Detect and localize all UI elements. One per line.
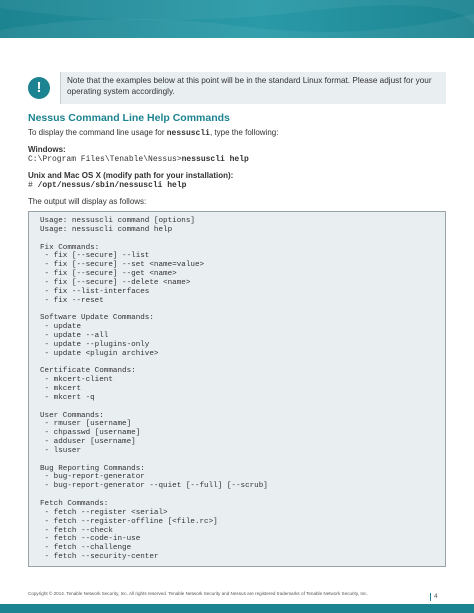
unix-prompt: # (28, 181, 38, 190)
console-line: Certificate Commands: (40, 367, 136, 376)
console-line: - update <plugin archive> (44, 349, 159, 358)
console-line: - mkcert -q (44, 393, 95, 402)
console-text (29, 212, 445, 562)
console-line: - fetch --register <serial> (44, 508, 168, 517)
console-line: - chpasswd [username] (44, 429, 141, 438)
intro-command: nessuscli (166, 129, 210, 138)
console-line: - bug-report-generator --quiet [--full] [--scrub] (44, 482, 268, 491)
console-line: - bug-report-generator (44, 473, 145, 482)
console-line: - fetch --register-offline [<file.rc>] (44, 517, 218, 526)
console-line: - fetch --code-in-use (44, 535, 141, 544)
console-line: - fetch --check (44, 526, 113, 535)
console-line: - fix [--secure] --delete <name> (44, 278, 191, 287)
console-line: Bug Reporting Commands: (40, 464, 145, 473)
note-callout (28, 72, 446, 104)
banner-pattern (0, 0, 474, 38)
console-line: - update --plugins-only (44, 340, 150, 349)
windows-path: C:\Program Files\Tenable\Nessus> (28, 155, 182, 164)
console-line: - rmuser [username] (44, 420, 132, 429)
exclamation-icon: ! (28, 77, 50, 99)
console-line: - mkcert (44, 385, 82, 394)
intro-text-end: , type the following: (209, 128, 279, 137)
console-line: - fetch --security-center (40, 553, 159, 562)
console-line: - fix --reset (44, 296, 104, 305)
console-line: - update --all (44, 331, 109, 340)
section-title: Nessus Command Line Help Commands (28, 112, 230, 124)
console-line: - fix [--secure] --set <name=value> (44, 261, 205, 270)
console-line: Fetch Commands: (40, 500, 109, 508)
unix-label: Unix and Mac OS X (modify path for your installation): (28, 171, 234, 180)
intro-text: To display the command line usage for (28, 128, 167, 137)
footer-copyright: Copyright © 2014. Tenable Network Security, Inc. All rights reserved. Tenable Network Security and Nessus are registered trademarks of Tenable Network Security, Inc. (28, 591, 368, 596)
console-line: - fetch --challenge (44, 544, 132, 553)
windows-label: Windows: (28, 145, 66, 154)
console-line: - lsuser (44, 446, 82, 455)
console-line: Fix Commands: (40, 243, 100, 252)
console-line: - update (44, 323, 82, 332)
console-line: - adduser [username] (44, 438, 136, 447)
console-line: - mkcert-client (44, 376, 113, 385)
console-line: - fix --list-interfaces (44, 287, 150, 296)
output-intro: The output will display as follows: (28, 197, 147, 206)
console-line: Usage: nessuscli command help (40, 225, 173, 234)
unix-command-line (28, 180, 186, 190)
page-number: 4 (430, 593, 438, 601)
unix-command: /opt/nessus/sbin/nessuscli help (37, 181, 187, 190)
header-banner (0, 0, 474, 38)
intro-paragraph (28, 128, 278, 138)
console-line: - fix [--secure] --get <name> (44, 270, 177, 279)
console-line: Software Update Commands: (40, 314, 154, 323)
console-line: Usage: nessuscli command [options] (40, 217, 195, 225)
console-output (28, 211, 446, 567)
windows-command-line (28, 154, 249, 164)
windows-command: nessuscli help (181, 155, 249, 164)
footer-bar (0, 604, 474, 613)
note-text: Note that the examples below at this point will be in the standard Linux format. Please adjust for your operating system accordingly. (60, 72, 446, 104)
console-line: User Commands: (40, 411, 104, 420)
console-line: - fix [--secure] --list (44, 252, 150, 261)
